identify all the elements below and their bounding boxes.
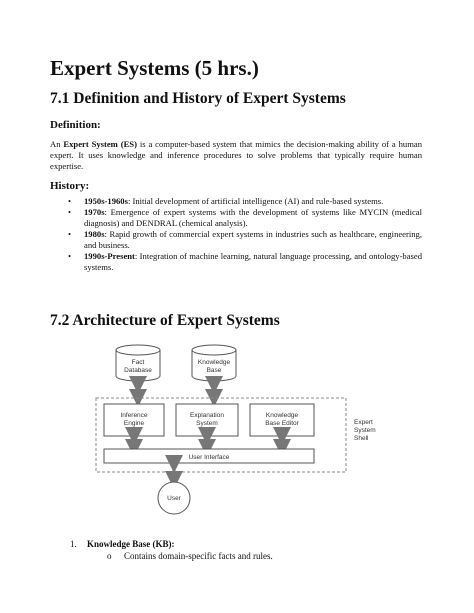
history-heading: History: <box>50 180 90 192</box>
list-item <box>50 538 422 550</box>
fact-db-label-2: Database <box>124 367 152 374</box>
definition-prefix: An <box>50 139 64 149</box>
definition-term: Expert System (ES) <box>63 139 137 149</box>
shell-label-1: Expert <box>354 419 373 426</box>
kb-editor-label-2: Base Editor <box>265 420 299 427</box>
definition-text: is a computer-based system that mimics the decision-making ability of a human expert. It uses knowledge and inference procedures to solve problems that typically require human expertise. <box>50 139 422 171</box>
shell-label-2: System <box>354 427 376 434</box>
ui-label: User Interface <box>188 454 230 461</box>
history-item <box>68 196 422 207</box>
history-item <box>68 207 422 229</box>
kb-label-1: Knowledge <box>197 359 231 366</box>
history-text: : Integration of machine learning, natural language processing, and ontology-based systems. <box>84 251 422 272</box>
history-term: 1950s-1960s <box>84 196 128 206</box>
kb-editor-label-1: Knowledge <box>265 412 299 419</box>
history-term: 1980s <box>84 229 105 239</box>
fact-db-label-1: Fact <box>131 359 145 366</box>
list-term: Knowledge Base (KB): <box>87 539 175 549</box>
user-label: User <box>167 495 181 502</box>
history-term: 1970s <box>84 207 105 217</box>
inference-label-1: Inference <box>120 412 148 419</box>
list-number: 1. <box>70 539 77 549</box>
page-title: Expert Systems (5 hrs.) <box>50 56 259 80</box>
explanation-label-1: Explanation <box>190 412 224 419</box>
knowledge-base-cylinder <box>192 345 236 381</box>
history-item <box>68 229 422 251</box>
history-text: : Rapid growth of commercial expert systems in industries such as healthcare, engineering, and business. <box>84 229 422 250</box>
sub-text: Contains domain-specific facts and rules. <box>124 551 273 561</box>
history-term: 1990s-Present <box>84 251 135 261</box>
section-heading-7-2: 7.2 Architecture of Expert Systems <box>50 312 280 329</box>
sub-marker: o <box>107 551 112 561</box>
fact-database-cylinder <box>116 345 160 381</box>
section-heading-7-1: 7.1 Definition and History of Expert Systems <box>50 90 346 107</box>
definition-paragraph <box>50 139 422 172</box>
definition-heading: Definition: <box>50 119 101 131</box>
history-item <box>68 251 422 273</box>
architecture-diagram <box>90 340 410 528</box>
history-text: : Emergence of expert systems with the development of systems like MYCIN (medical diagnosis) and DENDRAL (chemical analysis). <box>84 207 422 228</box>
explanation-label-2: System <box>196 420 218 427</box>
sub-list-item <box>87 550 422 562</box>
bullet-icon: • <box>68 196 72 206</box>
inference-label-2: Engine <box>123 420 145 427</box>
architecture-list <box>50 538 422 562</box>
bullet-icon: • <box>68 229 72 239</box>
history-text: : Initial development of artificial intelligence (AI) and rule-based systems. <box>127 196 384 206</box>
history-list <box>68 196 422 273</box>
bullet-icon: • <box>68 207 72 217</box>
kb-label-2: Base <box>206 367 222 374</box>
bullet-icon: • <box>68 251 72 261</box>
shell-label-3: Shell <box>354 435 369 442</box>
